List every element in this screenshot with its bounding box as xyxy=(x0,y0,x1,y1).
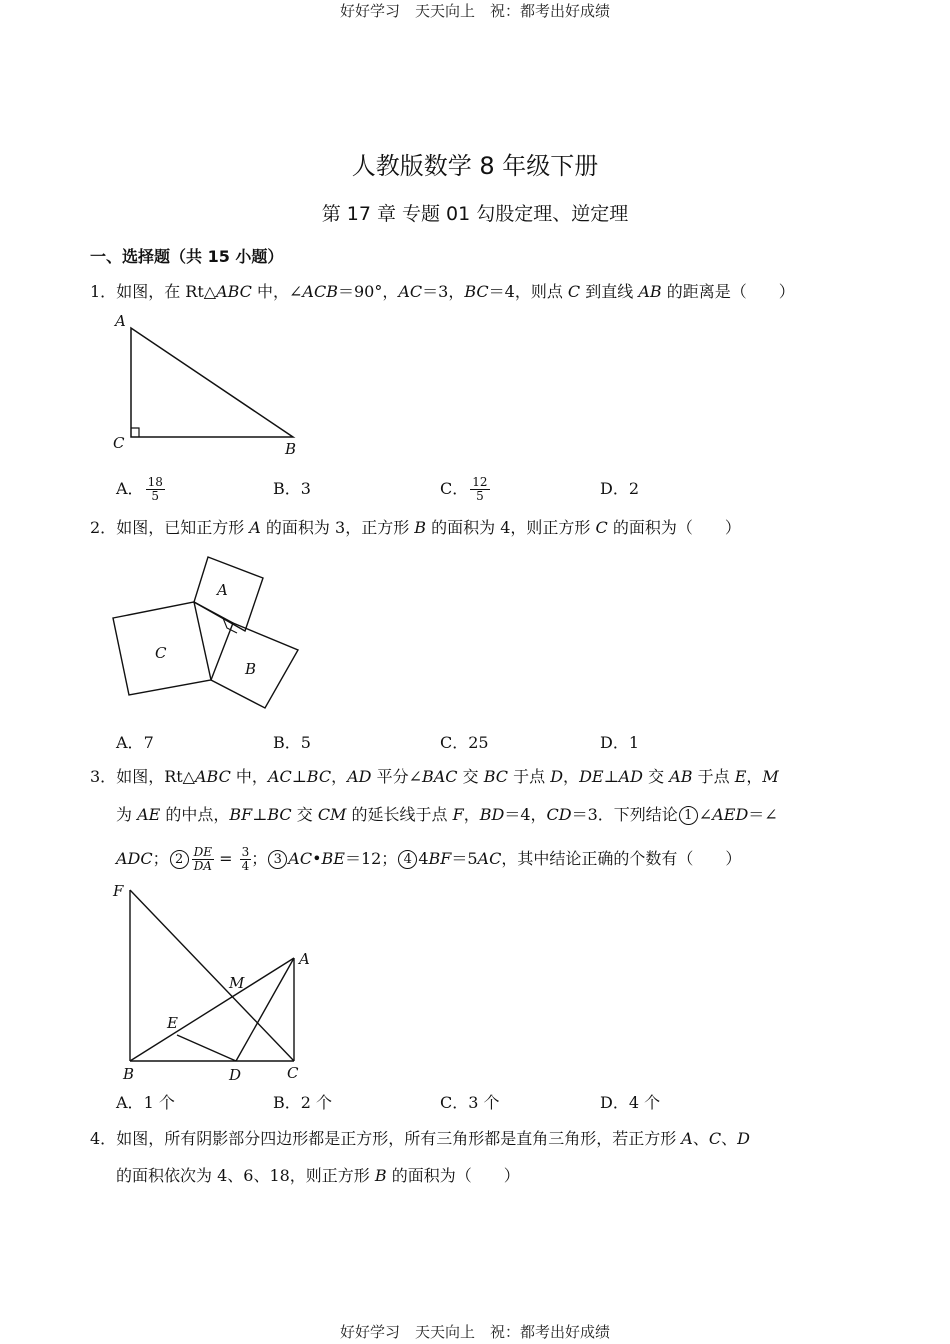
label-d: D xyxy=(229,1066,242,1084)
q2-option-b[interactable]: B．5 xyxy=(273,733,311,752)
q1-option-d[interactable]: D．2 xyxy=(600,479,640,498)
question-4-line-2: 的面积依次为 4、6、18，则正方形 B 的面积为（ ） xyxy=(116,1166,520,1185)
label-b: B xyxy=(245,660,257,678)
document-subtitle: 第 17 章 专题 01 勾股定理、逆定理 xyxy=(321,203,629,225)
question-1-text: 1．如图，在 Rt△ABC 中，∠ACB＝90°，AC＝3，BC＝4，则点 C 到直线 AB 的距离是（ ） xyxy=(90,282,795,301)
q3-option-d[interactable]: D．4 个 xyxy=(600,1093,661,1112)
right-angle-mark xyxy=(131,428,139,437)
q3-option-a[interactable]: A．1 个 xyxy=(116,1093,175,1112)
document-title: 人教版数学 8 年级下册 xyxy=(351,152,599,180)
question-3-line-1: 3．如图，Rt△ABC 中，AC⊥BC，AD 平分∠BAC 交 BC 于点 D，DE⊥AD 交 AB 于点 E，M xyxy=(90,767,779,786)
q3-option-b[interactable]: B．2 个 xyxy=(273,1093,333,1112)
question-3-figure xyxy=(105,878,325,1088)
label-b: B xyxy=(123,1065,135,1083)
label-m: M xyxy=(229,974,245,992)
segment-fc xyxy=(130,890,294,1061)
label-c: C xyxy=(113,434,125,452)
question-1-figure xyxy=(105,308,305,458)
triangle-abc xyxy=(131,328,293,437)
label-e: E xyxy=(167,1014,178,1032)
label-a: A xyxy=(299,950,310,968)
q2-option-d[interactable]: D．1 xyxy=(600,733,640,752)
label-a: A xyxy=(115,312,126,330)
label-c: C xyxy=(155,644,167,662)
label-b: B xyxy=(285,440,297,458)
q1-option-c[interactable]: C． $\frac{12}{5}$ xyxy=(440,475,488,503)
section-heading: 一、选择题（共 15 小题） xyxy=(90,247,284,266)
question-4-line-1: 4．如图，所有阴影部分四边形都是正方形，所有三角形都是直角三角形，若正方形 A、C、D xyxy=(90,1129,750,1148)
label-a: A xyxy=(217,581,228,599)
label-c: C xyxy=(287,1064,299,1082)
segment-ab xyxy=(130,958,294,1061)
question-3-line-3: ADC； 2 $\frac{DE}{DA}$ = $\frac{3}{4}$ ； 3 AC•BE＝12； 4 4BF＝5AC，其中结论正确的个数有（ ） xyxy=(116,845,742,873)
page-footer: 好好学习 天天向上 祝：都考出好成绩 xyxy=(339,1323,610,1341)
label-f: F xyxy=(113,882,124,900)
question-3-line-2: 为 AE 的中点，BF⊥BC 交 CM 的延长线于点 F，BD＝4，CD＝3．下列结论 1 ∠AED＝∠ xyxy=(116,805,778,824)
question-2-text: 2．如图，已知正方形 A 的面积为 3，正方形 B 的面积为 4，则正方形 C 的面积为（ ） xyxy=(90,518,741,537)
q1-option-b[interactable]: B．3 xyxy=(273,479,311,498)
q1-option-a[interactable]: A． $\frac{18}{5}$ xyxy=(116,475,163,503)
segment-de xyxy=(177,1035,236,1061)
q3-option-c[interactable]: C．3 个 xyxy=(440,1093,500,1112)
q2-option-a[interactable]: A．7 xyxy=(116,733,154,752)
question-2-figure xyxy=(105,550,305,715)
page-header: 好好学习 天天向上 祝：都考出好成绩 xyxy=(339,2,610,20)
q2-option-c[interactable]: C．25 xyxy=(440,733,489,752)
